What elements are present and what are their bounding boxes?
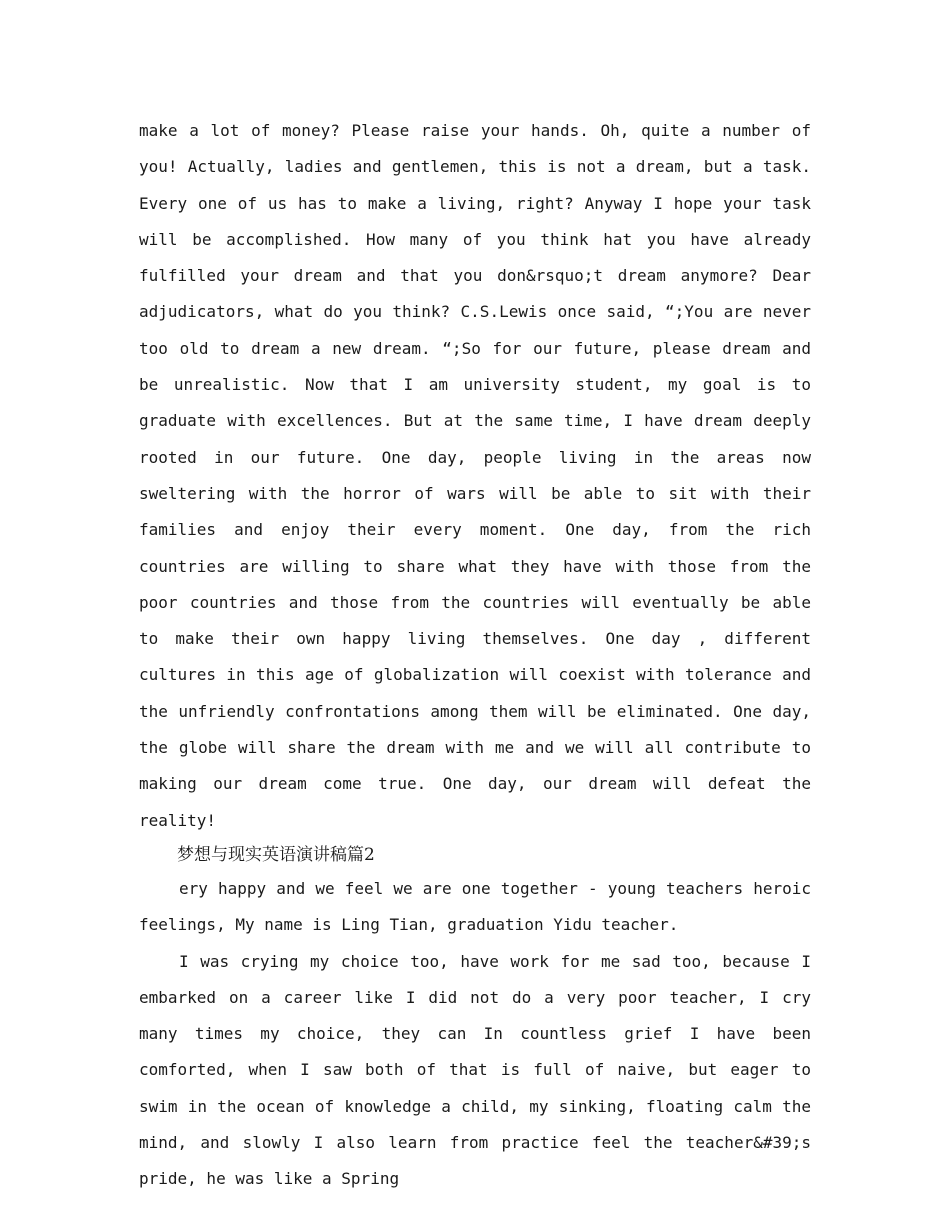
document-body — [139, 113, 811, 1198]
section-heading: 梦想与现实英语演讲稿篇2 — [177, 844, 375, 865]
body-paragraph-2: ery happy and we feel we are one together - young teachers heroic feelings, My name is Ling Tian, graduation Yidu teacher. — [139, 878, 811, 935]
body-paragraph-3: I was crying my choice too, have work for me sad too, because I embarked on a career like I did not do a very poor teacher, I cry many times my choice, they can In countless grief I have been comforted, when I saw both of that is full of naive, but eager to swim in the ocean of knowledge a child, my sinking, floating calm the mind, and slowly I also learn from practice feel the teacher&#39;s pride, he was like a Spring — [139, 951, 811, 1189]
body-paragraph-1: make a lot of money? Please raise your hands. Oh, quite a number of you! Actually, ladies and gentlemen, this is not a dream, but a task. Every one of us has to make a living, right? Anyway I hope your task will be accomplished. How many of you think hat you have already fulfilled your dream and that you don&rsquo;t dream anymore? Dear adjudicators, what do you think? C.S.Lewis once said, “;You are never too old to dream a new dream. “;So for our future, please dream and be unrealistic. Now that I am university student, my goal is to graduate with excellences. But at the same time, I have dream deeply rooted in our future. One day, people living in the areas now sweltering with the horror of wars will be able to sit with their families and enjoy their every moment. One day, from the rich countries are willing to share what they have with those from the poor countries and those from the countries will eventually be able to make their own happy living themselves. One day , different cultures in this age of globalization will coexist with tolerance and the unfriendly confrontations among them will be eliminated. One day, the globe will share the dream with me and we will all contribute to making our dream come true. One day, our dream will defeat the reality! — [139, 121, 811, 830]
